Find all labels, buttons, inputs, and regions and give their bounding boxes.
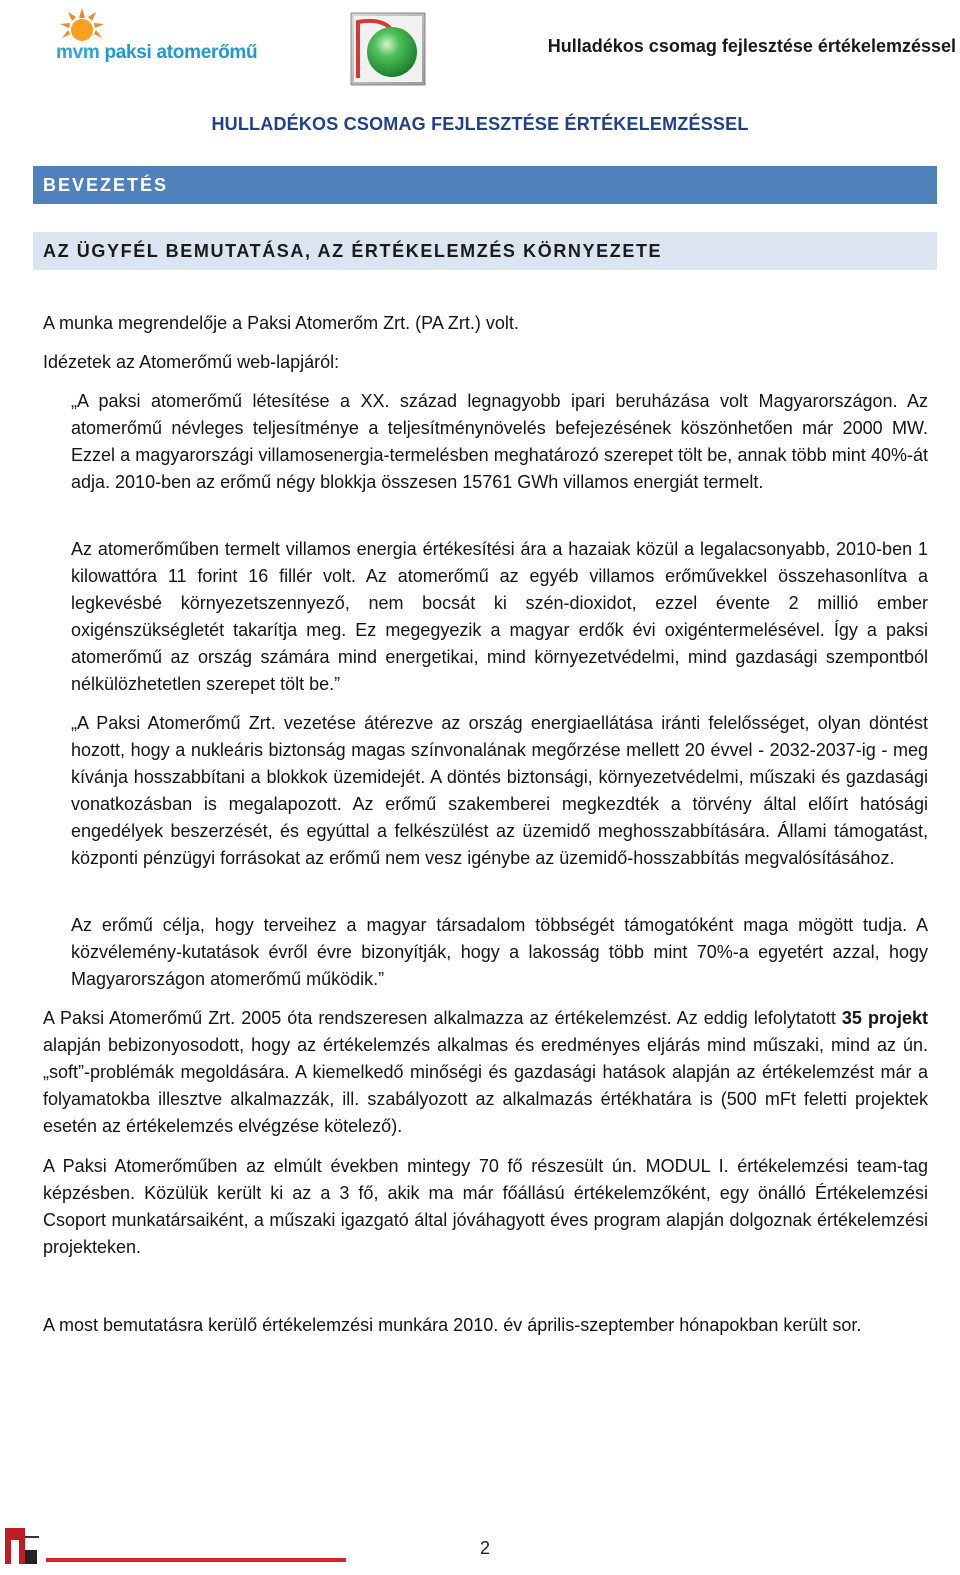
section-heading-bar — [33, 166, 937, 204]
quote-paragraph-4: Az erőmű célja, hogy terveihez a magyar társadalom többségét támogatóként maga mögött tudja. A közvélemény-kutatások évről évre bizonyítják, hogy a lakosság több mint 70%-a egyetért azzal, hogy Magyarországon atomerőmű működik.” — [71, 915, 928, 989]
emblem-logo — [350, 12, 426, 86]
quote-paragraph-1: „A paksi atomerőmű létesítése a XX. század legnagyobb ipari beruházása volt Magyarországon. Az atomerőmű névleges teljesítménye a teljesítménynövelés befejezésének köszönhetően már 2000 MW. Ezzel a magyarországi villamosenergia-termelésben meghatározó szerepet tölt be, annak több mint 40%-át adja. 2010-ben az erőmű négy blokkja összesen 15761 GWh villamos energiát termelt. — [71, 391, 928, 492]
microva-logo — [3, 1526, 63, 1570]
paragraph-timing: A most bemutatásra kerülő értékelemzési munkára 2010. év április-szeptember hónapokban került sor. — [43, 1315, 862, 1335]
projects-text-before: A Paksi Atomerőmű Zrt. 2005 óta rendszeresen alkalmazza az értékelemzést. Az eddig lefolytatott — [43, 1008, 836, 1028]
paragraph-quotes-intro: Idézetek az Atomerőmű web-lapjáról: — [43, 352, 340, 372]
section-heading: BEVEZETÉS — [43, 175, 169, 195]
document-title: HULLADÉKOS CSOMAG FEJLESZTÉSE ÉRTÉKELEMZÉSSEL — [211, 114, 749, 134]
microva-icon — [3, 1526, 63, 1570]
paragraph-client: A munka megrendelője a Paksi Atomerőm Zrt. (PA Zrt.) volt. — [43, 313, 519, 333]
page-number: 2 — [479, 1538, 490, 1558]
paragraph-training: A Paksi Atomerőműben az elmúlt években mintegy 70 fő részesült ún. MODUL I. értékelemzési team-tag képzésben. Közülük került ki az a 3 fő, akik ma már főállású értékelemzőként, egy önálló Értékelemzési Csoport munkatársaiként, a műszaki igazgató által jóváhagyott éves program alapján dolgoznak értékelemzési projekteken. — [43, 1156, 928, 1257]
quote-paragraph-2: Az atomerőműben termelt villamos energia értékesítési ára a hazaiak közül a legalacsonyabb, 2010-ben 1 kilowattóra 11 forint 16 fillér volt. Az atomerőmű az egyéb villamos erőművekkel összehasonlítva a legkevésbé környezetszennyező, nem bocsát ki szén-dioxidot, ezzel évente 2 millió ember oxigénszükségletét takarítja meg. Ez megegyezik a magyar erdők évi oxigéntermelésével. Így a paksi atomerőmű az ország számára mind energetikai, mind környezetvédelmi, mind gazdasági szempontból nélkülözhetetlen szerepet tölt be.” — [71, 539, 928, 694]
projects-text-after: alapján bebizonyosodott, hogy az értékelemzés alkalmas és eredményes eljárás mind műszaki, mind az ún. „soft”-problémák megoldására. A kiemelkedő minőségi és gazdasági hatások alapján az értékelemzést már a folyamatokba illesztve alkalmazzák, ill. szabályozott az alkalmazás értékhatára is (500 mFt feletti projektek esetén az értékelemzés elvégzése kötelező). — [43, 1035, 928, 1136]
projects-count: 35 projekt — [841, 1008, 928, 1028]
green-sphere-icon — [350, 12, 426, 86]
mvm-paksi-logo — [48, 6, 283, 70]
footer-rule — [46, 1558, 346, 1562]
logo-wordmark: mvm paksi atomerőmű — [56, 42, 258, 63]
quote-paragraph-3: „A Paksi Atomerőmű Zrt. vezetése átérezve az ország energiaellátása iránti felelősséget, olyan döntést hozott, hogy a nukleáris biztonság magas színvonalának megőrzése mellett 20 évvel - 2032-2037-ig - meg kívánja hosszabbítani a blokkok üzemidejét. A döntés biztonsági, környezetvédelmi, műszaki és gazdasági vonatkozásban is megalapozott. Az erőmű szakemberei megkezdték a törvény által előírt hatósági engedélyek beszerzését, és egyúttal a felkészülést az üzemidő meghosszabbítására. Állami támogatást, központi pénzügyi forrásokat az erőmű nem vesz igénybe az üzemidő-hosszabbítás megvalósításához. — [71, 713, 928, 868]
header-title: Hulladékos csomag fejlesztése értékelemzéssel — [547, 36, 956, 56]
paragraph-projects — [43, 1005, 928, 1140]
subsection-heading-bar — [33, 232, 937, 270]
subsection-heading: AZ ÜGYFÉL BEMUTATÁSA, AZ ÉRTÉKELEMZÉS KÖRNYEZETE — [43, 241, 663, 261]
